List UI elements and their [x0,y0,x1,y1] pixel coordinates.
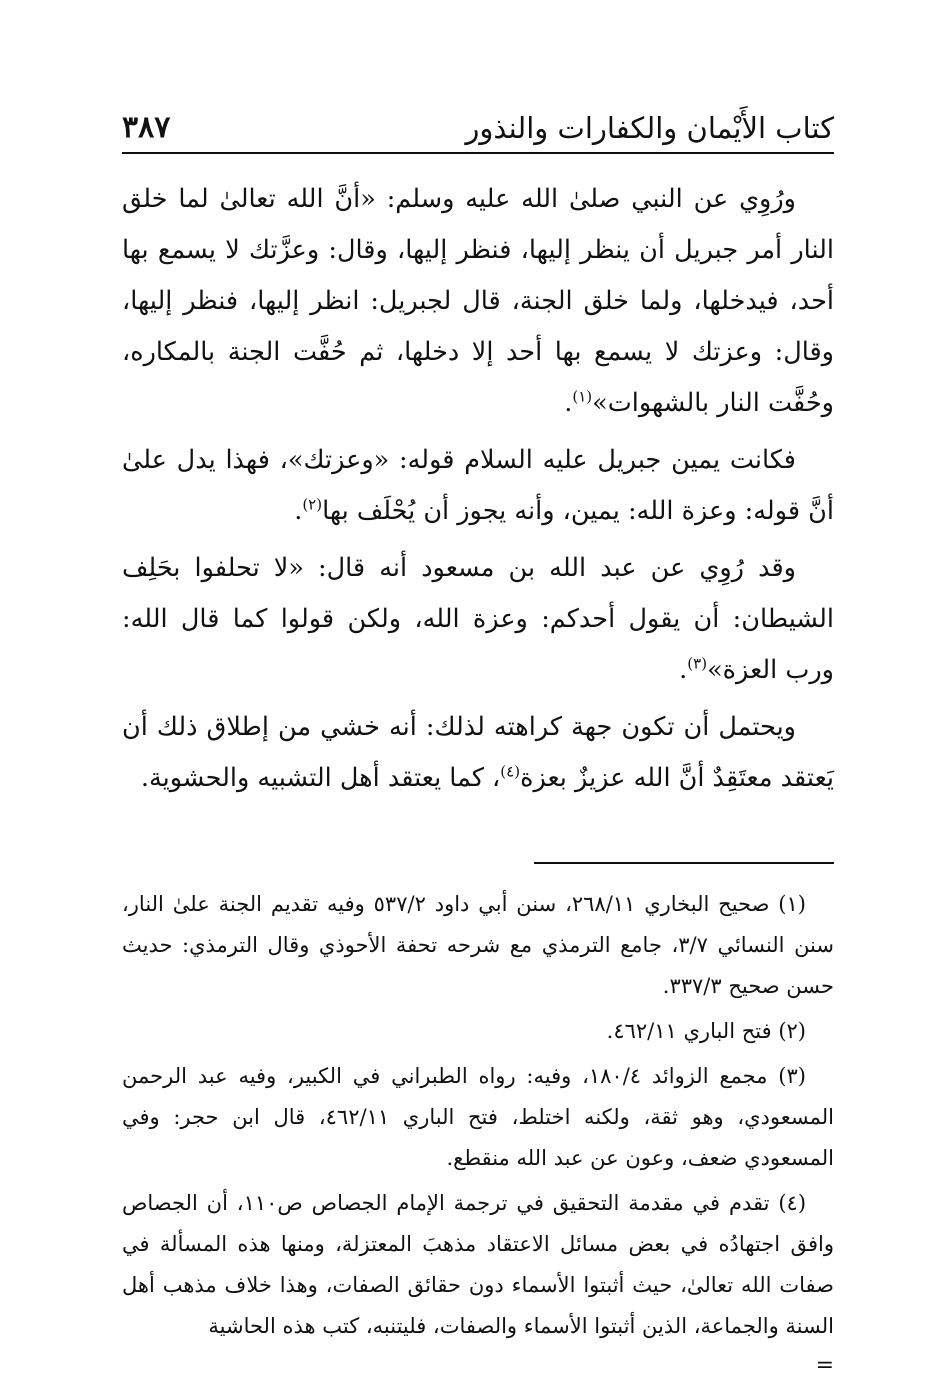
paragraph-tail: . [564,388,573,418]
paragraph-text: فكانت يمين جبريل عليه السلام قوله: «وعزتك»، فهذا يدل علىٰ أنَّ قوله: وعزة الله: يمين، وأنه يجوز أن يُحْلَف بها [122,445,834,526]
footnote: (٣) مجمع الزوائد ١٨٠/٤، وفيه: رواه الطبراني في الكبير، وفيه عبد الرحمن المسعودي، وهو ثقة، ولكنه اختلط، فتح الباري ٤٦٢/١١، قال ابن حجر: وفي المسعودي ضعف، وعون عن عبد الله منقطع. [122,1064,834,1170]
footnotes [122,884,834,1381]
paragraph-text: ويحتمل أن تكون جهة كراهته لذلك: أنه خشي من إطلاق ذلك أن يَعتقد معتَقِدٌ أنَّ الله عزيزٌ بعزة [122,712,834,793]
chapter-title: كتاب الأَيْمان والكفارات والنذور [465,111,834,145]
footnote-separator [122,810,834,864]
paragraph-tail: . [679,655,688,685]
footnote: (٢) فتح الباري ٤٦٢/١١. [606,1019,806,1043]
paragraph [122,435,834,537]
page-number: ٣٨٧ [122,110,171,145]
footnote-ref: (٣) [687,654,708,673]
paragraph-tail: . [294,496,303,526]
footnote: (١) صحيح البخاري ٢٦٨/١١، سنن أبي داود ٥٣٧/٢ وفيه تقديم الجنة علىٰ النار، سنن النسائي ٣/٧، جامع الترمذي مع شرحه تحفة الأحوذي وقال الترمذي: حديث حسن صحيح ٣٣٧/٣. [122,892,834,998]
paragraph-text: وقد رُوِي عن عبد الله بن مسعود أنه قال: «لا تحلفوا بحَلِف الشيطان: أن يقول أحدكم: وعزة الله، ولكن قولوا كما قال الله: ورب العزة» [122,553,834,685]
paragraph [122,174,834,429]
footnote-rule [534,862,834,864]
footnote-ref: (٤) [500,762,521,781]
paragraph-text: ورُوِي عن النبي صلىٰ الله عليه وسلم: «أنَّ الله تعالىٰ لما خلق النار أمر جبريل أن ينظر إليها، فنظر إليها، وقال: وعزَّتك لا يسمع بها أحد، فيدخلها، ولما خلق الجنة، قال لجبريل: انظر إليها، فنظر إليها، وقال: وعزتك لا يسمع بها أحد إلا دخلها، ثم حُفَّت الجنة بالمكاره، وحُفَّت النار بالشهوات» [122,184,834,418]
footnote-ref: (٢) [302,495,323,514]
footnote: (٤) تقدم في مقدمة التحقيق في ترجمة الإمام الجصاص ص١١٠، أن الجصاص وافق اجتهادُه في بعض مسائل الاعتقاد مذهبَ المعتزلة، ومنها هذه المسألة في صفات الله تعالىٰ، حيث أثبتوا الأسماء دون حقائق الصفات، وهذا خلاف مذهب أهل السنة والجماعة، الذين أثبتوا الأسماء والصفات، فليتنبه، كتب هذه الحاشية [122,1191,834,1338]
book-page [122,100,834,1381]
paragraph-tail: ، كما يعتقد أهل التشبيه والحشوية. [140,763,501,793]
paragraph [122,543,834,696]
main-text [122,174,834,804]
continuation-mark: = [815,1353,834,1378]
running-header [122,100,834,154]
footnote-ref: (١) [572,387,593,406]
paragraph [122,702,834,804]
